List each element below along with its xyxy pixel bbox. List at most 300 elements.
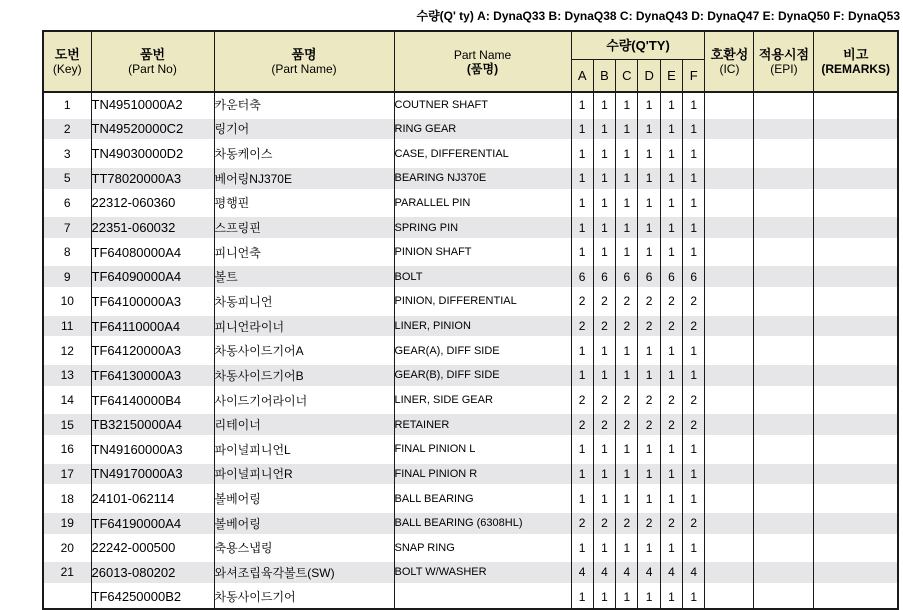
qty-cell-c: 2 (616, 412, 638, 437)
table-row (43, 511, 898, 536)
table-row (43, 536, 898, 561)
qty-cell-a: 1 (571, 585, 593, 610)
qty-cell-f: 1 (683, 536, 705, 561)
ic-cell (705, 585, 754, 610)
table-row (43, 92, 898, 117)
qty-cell-d: 2 (638, 412, 660, 437)
part-name-en-cell: SNAP RING (394, 536, 571, 561)
remarks-cell (814, 486, 898, 511)
epi-cell (754, 462, 814, 487)
ic-cell (705, 289, 754, 314)
part-name-en-cell: RING GEAR (394, 117, 571, 142)
remarks-cell (814, 536, 898, 561)
table-row (43, 314, 898, 339)
col-header-part-no-en: (Part No) (128, 62, 177, 76)
col-header-key-en: (Key) (52, 62, 82, 76)
qty-cell-f: 1 (683, 363, 705, 388)
qty-cell-b: 2 (593, 412, 615, 437)
qty-cell-b: 1 (593, 117, 615, 142)
table-row (43, 117, 898, 142)
qty-cell-f: 1 (683, 462, 705, 487)
qty-cell-a: 2 (571, 289, 593, 314)
qty-cell-d: 2 (638, 289, 660, 314)
table-row (43, 166, 898, 191)
remarks-cell (814, 338, 898, 363)
part-name-ko-cell: 파이널피니언L (214, 437, 394, 462)
part-name-en-cell (394, 585, 571, 610)
qty-cell-b: 2 (593, 314, 615, 339)
qty-cell-a: 2 (571, 412, 593, 437)
qty-cell-e: 1 (660, 141, 682, 166)
col-header-ic-en: (IC) (719, 62, 740, 76)
part-name-en-cell: COUTNER SHAFT (394, 92, 571, 117)
remarks-cell (814, 412, 898, 437)
qty-cell-b: 1 (593, 92, 615, 117)
qty-cell-e: 2 (660, 314, 682, 339)
qty-cell-d: 1 (638, 141, 660, 166)
key-cell: 3 (43, 141, 91, 166)
col-header-ic-ko: 호환성 (710, 47, 749, 62)
table-row (43, 412, 898, 437)
part-name-ko-cell: 축용스냅링 (214, 536, 394, 561)
table-row (43, 486, 898, 511)
qty-cell-f: 2 (683, 289, 705, 314)
qty-cell-b: 1 (593, 191, 615, 216)
part-no-cell: TN49520000C2 (91, 117, 214, 142)
qty-cell-e: 2 (660, 388, 682, 413)
key-cell: 2 (43, 117, 91, 142)
qty-cell-e: 1 (660, 363, 682, 388)
epi-cell (754, 388, 814, 413)
ic-cell (705, 437, 754, 462)
epi-cell (754, 536, 814, 561)
part-no-cell: TF64140000B4 (91, 388, 214, 413)
col-header-part-name-en-main: Part Name (453, 47, 512, 62)
epi-cell (754, 486, 814, 511)
part-name-en-cell: BOLT (394, 264, 571, 289)
qty-cell-f: 1 (683, 240, 705, 265)
qty-cell-d: 4 (638, 560, 660, 585)
qty-cell-c: 1 (616, 486, 638, 511)
col-header-epi-ko: 적용시점 (758, 47, 810, 62)
part-no-cell: TF64190000A4 (91, 511, 214, 536)
qty-cell-b: 2 (593, 388, 615, 413)
part-no-cell: TF64250000B2 (91, 585, 214, 610)
part-name-ko-cell: 링기어 (214, 117, 394, 142)
qty-cell-f: 2 (683, 314, 705, 339)
qty-cell-c: 1 (616, 437, 638, 462)
col-header-remarks-en: (REMARKS) (821, 62, 891, 76)
epi-cell (754, 412, 814, 437)
qty-cell-b: 4 (593, 560, 615, 585)
qty-cell-a: 1 (571, 141, 593, 166)
remarks-cell (814, 289, 898, 314)
col-header-part-name-ko (214, 31, 394, 92)
parts-table (42, 30, 899, 610)
part-name-ko-cell: 차동사이드기어B (214, 363, 394, 388)
key-cell: 13 (43, 363, 91, 388)
part-name-en-cell: BALL BEARING (394, 486, 571, 511)
qty-cell-e: 1 (660, 215, 682, 240)
key-cell: 14 (43, 388, 91, 413)
qty-cell-b: 1 (593, 536, 615, 561)
part-name-ko-cell: 차동사이드기어 (214, 585, 394, 610)
ic-cell (705, 240, 754, 265)
qty-cell-e: 1 (660, 191, 682, 216)
qty-cell-f: 1 (683, 338, 705, 363)
col-header-qty-label: 수량(Q'TY) (606, 38, 670, 53)
key-cell: 21 (43, 560, 91, 585)
qty-cell-e: 6 (660, 264, 682, 289)
col-header-part-name-ko-sub: (Part Name) (271, 62, 337, 76)
qty-cell-a: 1 (571, 215, 593, 240)
qty-cell-b: 1 (593, 363, 615, 388)
col-header-key (43, 31, 91, 92)
qty-cell-c: 1 (616, 92, 638, 117)
qty-cell-e: 1 (660, 585, 682, 610)
qty-cell-e: 4 (660, 560, 682, 585)
qty-cell-a: 4 (571, 560, 593, 585)
col-header-part-name-ko-main: 품명 (291, 47, 317, 62)
part-name-en-cell: LINER, PINION (394, 314, 571, 339)
part-name-ko-cell: 차동케이스 (214, 141, 394, 166)
qty-cell-e: 1 (660, 462, 682, 487)
qty-cell-c: 1 (616, 215, 638, 240)
epi-cell (754, 560, 814, 585)
key-cell: 7 (43, 215, 91, 240)
qty-col-header-f: F (683, 60, 705, 93)
part-name-ko-cell: 리테이너 (214, 412, 394, 437)
qty-cell-b: 1 (593, 215, 615, 240)
epi-cell (754, 166, 814, 191)
key-cell: 20 (43, 536, 91, 561)
part-name-ko-cell: 볼베어링 (214, 486, 394, 511)
part-name-en-cell: SPRING PIN (394, 215, 571, 240)
qty-cell-d: 1 (638, 240, 660, 265)
qty-cell-f: 2 (683, 511, 705, 536)
qty-cell-c: 1 (616, 536, 638, 561)
part-name-en-cell: PARALLEL PIN (394, 191, 571, 216)
table-row (43, 437, 898, 462)
qty-cell-e: 2 (660, 511, 682, 536)
col-header-qty (571, 31, 705, 60)
qty-cell-c: 1 (616, 166, 638, 191)
qty-cell-c: 2 (616, 289, 638, 314)
qty-cell-a: 1 (571, 437, 593, 462)
col-header-part-name-en-sub: (품명) (466, 61, 499, 76)
part-name-ko-cell: 피니언축 (214, 240, 394, 265)
epi-cell (754, 215, 814, 240)
part-name-en-cell: PINION SHAFT (394, 240, 571, 265)
ic-cell (705, 536, 754, 561)
part-no-cell: TF64080000A4 (91, 240, 214, 265)
remarks-cell (814, 462, 898, 487)
part-name-en-cell: FINAL PINION L (394, 437, 571, 462)
qty-cell-f: 1 (683, 92, 705, 117)
qty-cell-c: 1 (616, 338, 638, 363)
key-cell: 11 (43, 314, 91, 339)
epi-cell (754, 314, 814, 339)
key-cell: 9 (43, 264, 91, 289)
ic-cell (705, 314, 754, 339)
qty-cell-e: 1 (660, 338, 682, 363)
qty-cell-e: 1 (660, 117, 682, 142)
qty-cell-c: 2 (616, 511, 638, 536)
qty-cell-a: 1 (571, 536, 593, 561)
remarks-cell (814, 117, 898, 142)
qty-cell-b: 1 (593, 462, 615, 487)
part-name-ko-cell: 볼베어링 (214, 511, 394, 536)
qty-cell-b: 1 (593, 486, 615, 511)
epi-cell (754, 437, 814, 462)
part-no-cell: TF64110000A4 (91, 314, 214, 339)
qty-cell-e: 1 (660, 486, 682, 511)
ic-cell (705, 560, 754, 585)
part-name-en-cell: BEARING NJ370E (394, 166, 571, 191)
table-row (43, 560, 898, 585)
part-no-cell: TN49510000A2 (91, 92, 214, 117)
part-name-ko-cell: 사이드기어라이너 (214, 388, 394, 413)
remarks-cell (814, 141, 898, 166)
part-name-ko-cell: 차동피니언 (214, 289, 394, 314)
table-row (43, 141, 898, 166)
qty-cell-b: 2 (593, 511, 615, 536)
qty-cell-c: 1 (616, 141, 638, 166)
key-cell: 17 (43, 462, 91, 487)
qty-cell-d: 2 (638, 314, 660, 339)
qty-cell-e: 1 (660, 437, 682, 462)
part-no-cell: 22242-000500 (91, 536, 214, 561)
qty-cell-d: 1 (638, 462, 660, 487)
epi-cell (754, 338, 814, 363)
qty-cell-e: 1 (660, 92, 682, 117)
epi-cell (754, 92, 814, 117)
qty-cell-f: 2 (683, 412, 705, 437)
qty-col-header-d: D (638, 60, 660, 93)
table-row (43, 240, 898, 265)
qty-cell-c: 2 (616, 388, 638, 413)
table-row (43, 289, 898, 314)
qty-cell-e: 1 (660, 166, 682, 191)
qty-cell-a: 1 (571, 462, 593, 487)
qty-col-header-a: A (571, 60, 593, 93)
part-name-ko-cell: 평행핀 (214, 191, 394, 216)
remarks-cell (814, 240, 898, 265)
part-name-en-cell: LINER, SIDE GEAR (394, 388, 571, 413)
part-no-cell: 22312-060360 (91, 191, 214, 216)
qty-cell-d: 6 (638, 264, 660, 289)
key-cell: 5 (43, 166, 91, 191)
ic-cell (705, 338, 754, 363)
qty-cell-d: 1 (638, 536, 660, 561)
remarks-cell (814, 92, 898, 117)
table-row (43, 264, 898, 289)
qty-cell-e: 2 (660, 412, 682, 437)
qty-cell-f: 1 (683, 166, 705, 191)
ic-cell (705, 141, 754, 166)
part-no-cell: TN49170000A3 (91, 462, 214, 487)
col-header-epi (754, 31, 814, 92)
remarks-cell (814, 215, 898, 240)
qty-cell-f: 4 (683, 560, 705, 585)
qty-cell-a: 1 (571, 92, 593, 117)
part-no-cell: 24101-062114 (91, 486, 214, 511)
epi-cell (754, 363, 814, 388)
qty-cell-a: 1 (571, 117, 593, 142)
qty-cell-c: 1 (616, 462, 638, 487)
ic-cell (705, 412, 754, 437)
part-name-ko-cell: 차동사이드기어A (214, 338, 394, 363)
qty-cell-b: 1 (593, 166, 615, 191)
ic-cell (705, 511, 754, 536)
col-header-remarks (814, 31, 898, 92)
qty-cell-a: 1 (571, 240, 593, 265)
qty-cell-d: 1 (638, 166, 660, 191)
remarks-cell (814, 585, 898, 610)
ic-cell (705, 191, 754, 216)
part-name-en-cell: BALL BEARING (6308HL) (394, 511, 571, 536)
qty-cell-d: 1 (638, 585, 660, 610)
qty-cell-c: 1 (616, 585, 638, 610)
key-cell: 16 (43, 437, 91, 462)
qty-cell-a: 1 (571, 166, 593, 191)
part-name-ko-cell: 와셔조립육각볼트(SW) (214, 560, 394, 585)
epi-cell (754, 191, 814, 216)
part-no-cell: TN49030000D2 (91, 141, 214, 166)
qty-cell-b: 1 (593, 141, 615, 166)
remarks-cell (814, 560, 898, 585)
qty-cell-f: 1 (683, 437, 705, 462)
qty-cell-f: 1 (683, 486, 705, 511)
part-no-cell: TF64120000A3 (91, 338, 214, 363)
table-body (43, 92, 898, 609)
epi-cell (754, 511, 814, 536)
key-cell: 12 (43, 338, 91, 363)
table-row (43, 338, 898, 363)
table-row (43, 191, 898, 216)
ic-cell (705, 92, 754, 117)
remarks-cell (814, 437, 898, 462)
qty-cell-d: 2 (638, 511, 660, 536)
part-name-en-cell: CASE, DIFFERENTIAL (394, 141, 571, 166)
remarks-cell (814, 264, 898, 289)
part-name-en-cell: BOLT W/WASHER (394, 560, 571, 585)
col-header-part-no (91, 31, 214, 92)
part-name-ko-cell: 스프링핀 (214, 215, 394, 240)
table-row (43, 585, 898, 610)
qty-cell-c: 6 (616, 264, 638, 289)
key-cell: 1 (43, 92, 91, 117)
key-cell: 6 (43, 191, 91, 216)
col-header-part-no-ko: 품번 (139, 47, 166, 62)
part-name-ko-cell: 피니언라이너 (214, 314, 394, 339)
col-header-key-ko: 도번 (54, 47, 80, 62)
col-header-part-name-en (394, 31, 571, 92)
qty-col-header-e: E (660, 60, 682, 93)
ic-cell (705, 166, 754, 191)
remarks-cell (814, 166, 898, 191)
qty-cell-f: 6 (683, 264, 705, 289)
key-cell: 19 (43, 511, 91, 536)
qty-cell-d: 1 (638, 363, 660, 388)
part-no-cell: TB32150000A4 (91, 412, 214, 437)
epi-cell (754, 289, 814, 314)
table-header (43, 31, 898, 92)
part-no-cell: TN49160000A3 (91, 437, 214, 462)
qty-cell-d: 1 (638, 437, 660, 462)
key-cell: 8 (43, 240, 91, 265)
qty-cell-f: 1 (683, 141, 705, 166)
qty-cell-b: 1 (593, 338, 615, 363)
remarks-cell (814, 363, 898, 388)
qty-cell-a: 1 (571, 338, 593, 363)
qty-cell-e: 1 (660, 536, 682, 561)
qty-cell-b: 1 (593, 437, 615, 462)
part-no-cell: TT78020000A3 (91, 166, 214, 191)
qty-cell-c: 1 (616, 117, 638, 142)
ic-cell (705, 363, 754, 388)
epi-cell (754, 264, 814, 289)
qty-cell-d: 1 (638, 117, 660, 142)
qty-cell-a: 1 (571, 363, 593, 388)
table-row (43, 462, 898, 487)
part-name-en-cell: GEAR(A), DIFF SIDE (394, 338, 571, 363)
part-no-cell: 22351-060032 (91, 215, 214, 240)
qty-cell-a: 6 (571, 264, 593, 289)
key-cell: 10 (43, 289, 91, 314)
qty-cell-a: 2 (571, 388, 593, 413)
qty-cell-a: 2 (571, 511, 593, 536)
ic-cell (705, 462, 754, 487)
part-name-ko-cell: 파이널피니언R (214, 462, 394, 487)
qty-cell-f: 1 (683, 117, 705, 142)
qty-cell-f: 2 (683, 388, 705, 413)
part-name-en-cell: GEAR(B), DIFF SIDE (394, 363, 571, 388)
part-name-en-cell: FINAL PINION R (394, 462, 571, 487)
qty-legend: 수량(Q' ty) A: DynaQ33 B: DynaQ38 C: DynaQ43 D: DynaQ47 E: DynaQ50 F: DynaQ53 (416, 9, 900, 23)
part-no-cell: TF64100000A3 (91, 289, 214, 314)
part-name-en-cell: RETAINER (394, 412, 571, 437)
qty-cell-f: 1 (683, 215, 705, 240)
part-name-ko-cell: 카운터축 (214, 92, 394, 117)
qty-cell-e: 1 (660, 240, 682, 265)
epi-cell (754, 117, 814, 142)
qty-cell-f: 1 (683, 191, 705, 216)
qty-cell-b: 1 (593, 240, 615, 265)
key-cell: 18 (43, 486, 91, 511)
col-header-ic (705, 31, 754, 92)
part-no-cell: TF64090000A4 (91, 264, 214, 289)
qty-cell-c: 4 (616, 560, 638, 585)
qty-cell-c: 2 (616, 314, 638, 339)
qty-cell-d: 2 (638, 388, 660, 413)
qty-cell-d: 1 (638, 338, 660, 363)
col-header-epi-en: (EPI) (770, 62, 798, 76)
qty-cell-a: 1 (571, 191, 593, 216)
epi-cell (754, 585, 814, 610)
ic-cell (705, 215, 754, 240)
epi-cell (754, 240, 814, 265)
qty-col-header-c: C (616, 60, 638, 93)
qty-cell-c: 1 (616, 240, 638, 265)
qty-cell-d: 1 (638, 215, 660, 240)
col-header-remarks-ko: 비고 (843, 47, 869, 62)
epi-cell (754, 141, 814, 166)
key-cell (43, 585, 91, 610)
qty-cell-c: 1 (616, 363, 638, 388)
ic-cell (705, 486, 754, 511)
qty-cell-b: 6 (593, 264, 615, 289)
